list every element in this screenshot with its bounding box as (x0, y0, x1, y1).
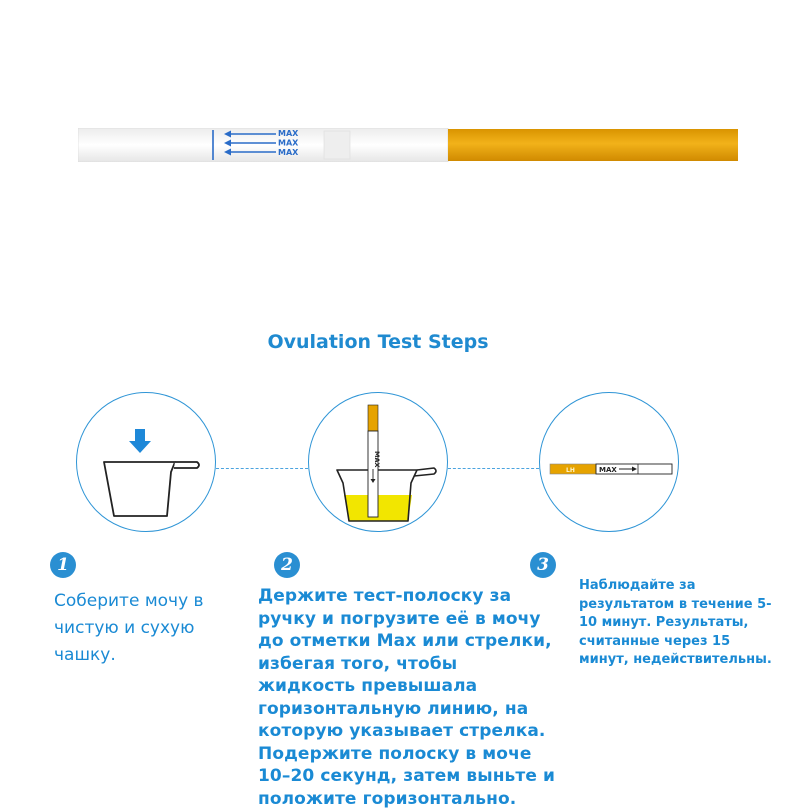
dip-strip-in-cup (309, 393, 448, 532)
svg-text:MAX: MAX (373, 451, 381, 468)
down-arrow-icon (129, 429, 151, 453)
svg-text:LH: LH (566, 467, 575, 474)
strip-handle (448, 129, 738, 161)
max-arrow-icon (224, 131, 276, 156)
step-2-text: Держите тест-полоску за ручку и погрузите её в мочу до отметки Max или стрелки, избегая того, чтобы жидкость превышала горизонтальную линию, на которую указывает стрелка. Подержите полоску в моче 10–20 секунд, затем выньте и положите горизонтально. (258, 586, 555, 809)
strip-max-label: MAX (599, 466, 617, 474)
step-1-illustration (76, 392, 216, 532)
step-number-badge: 1 (50, 552, 76, 578)
step-connector (448, 468, 539, 469)
cup-icon (104, 462, 199, 516)
step-connector (216, 468, 308, 469)
strip-body (78, 128, 448, 162)
strip-laid-flat (540, 393, 679, 532)
step-1-text: Соберите мочу в чистую и сухую чашку. (54, 591, 204, 665)
max-label: MAX (278, 138, 299, 148)
step-3-text: Наблюдайте за результатом в течение 5-10 минут. Результаты, считанные через 15 минут, недействительны. (579, 578, 772, 667)
step-number-badge: 3 (530, 552, 556, 578)
step-3-illustration (539, 392, 679, 532)
collect-urine-cup (77, 393, 216, 532)
step-number-badge: 2 (274, 552, 300, 578)
strip-window (324, 131, 350, 159)
ovulation-test-strip (78, 128, 738, 162)
max-label: MAX (278, 129, 299, 138)
max-label: MAX (278, 148, 299, 157)
page-title: Ovulation Test Steps (267, 331, 489, 353)
step-2-illustration (308, 392, 448, 532)
